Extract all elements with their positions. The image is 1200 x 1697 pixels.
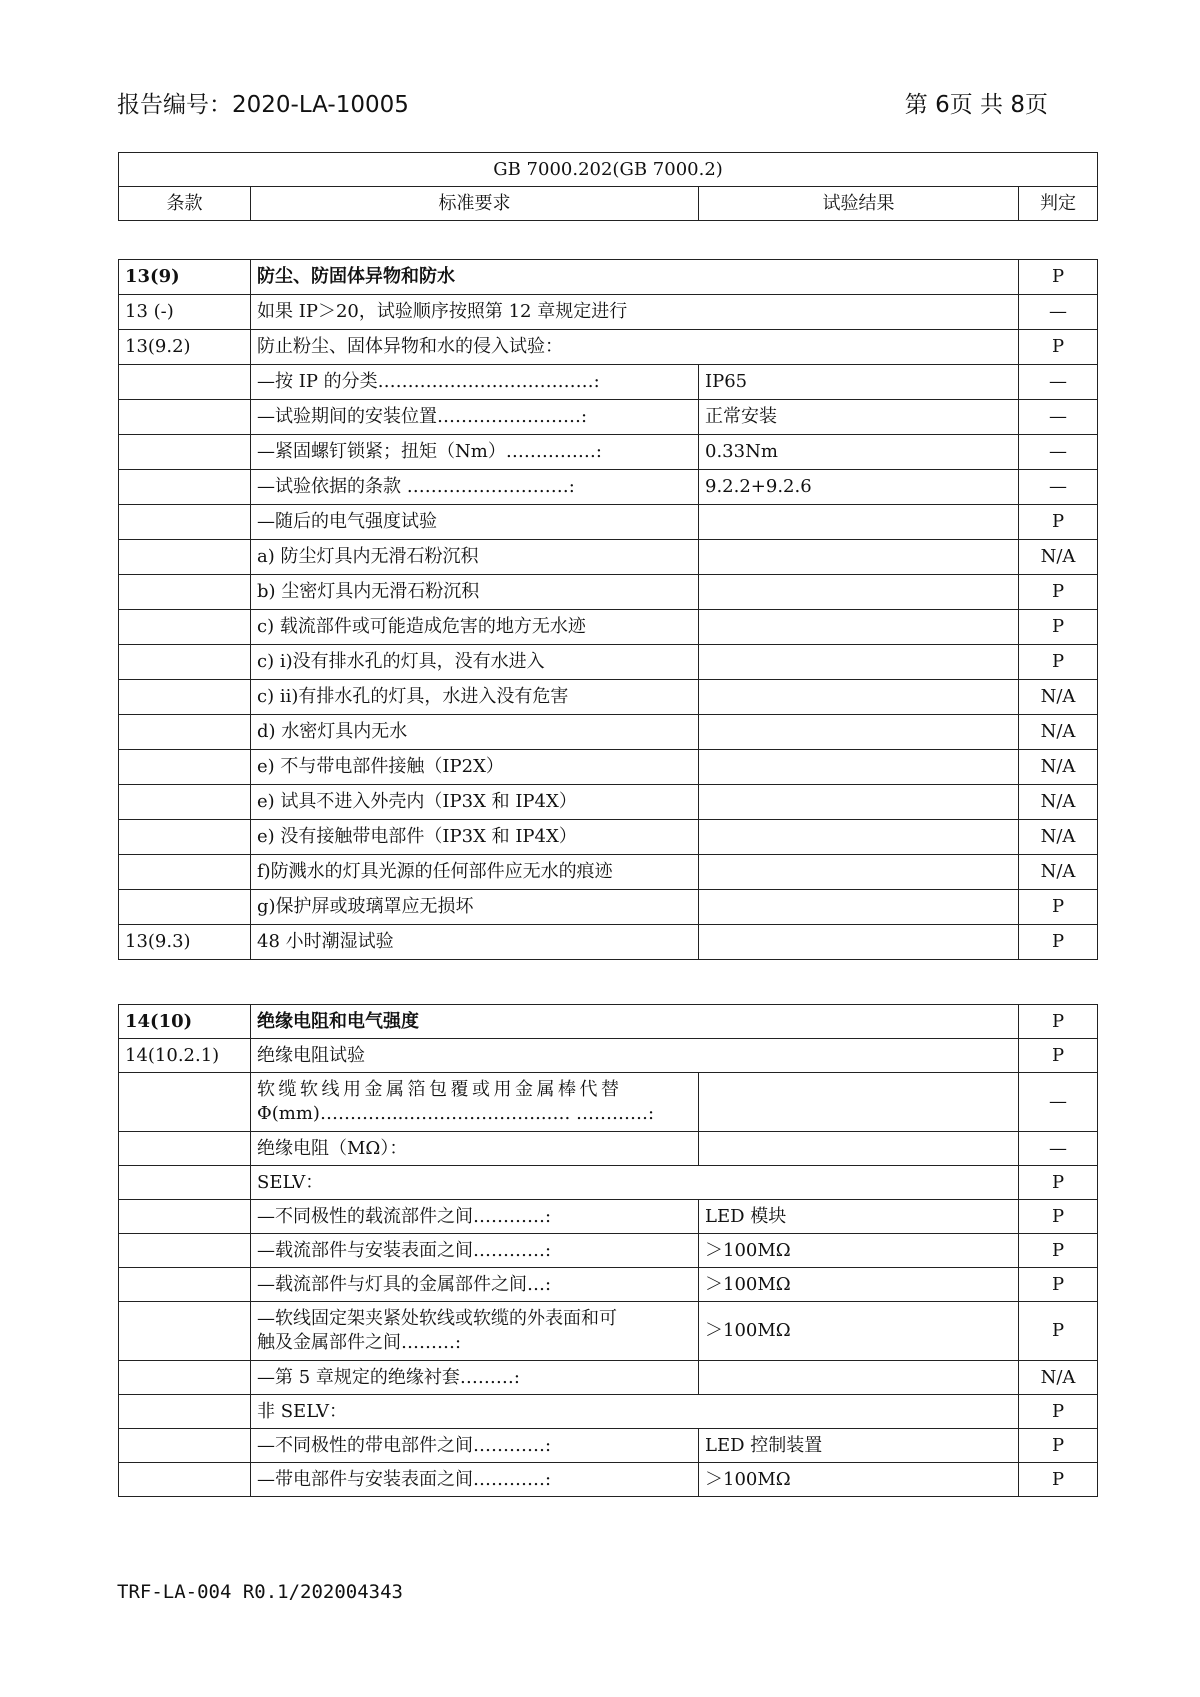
clause-cell [119, 505, 251, 540]
clause-cell [119, 575, 251, 610]
clause-cell [119, 715, 251, 750]
clause-cell [119, 540, 251, 575]
table-row [119, 785, 1098, 820]
verdict-cell: P [1019, 645, 1098, 680]
table-row [119, 750, 1098, 785]
section-title-row [119, 1005, 1098, 1039]
clause-cell [119, 750, 251, 785]
requirement-cell: g)保护屏或玻璃罩应无损坏 [251, 890, 699, 925]
table-row [119, 1429, 1098, 1463]
verdict-cell: P [1019, 575, 1098, 610]
result-cell: 正常安装 [699, 400, 1019, 435]
section-13-table [118, 259, 1098, 960]
requirement-cell: b) 尘密灯具内无滑石粉沉积 [251, 575, 699, 610]
verdict-cell: — [1019, 470, 1098, 505]
requirement-cell: —紧固螺钉锁紧；扭矩（Nm）……………: [251, 435, 699, 470]
result-cell [699, 680, 1019, 715]
verdict-cell: N/A [1019, 1361, 1098, 1395]
table-row [119, 715, 1098, 750]
table-row [119, 470, 1098, 505]
result-cell: LED 控制装置 [699, 1429, 1019, 1463]
table-row [119, 1132, 1098, 1166]
report-header [117, 86, 1048, 126]
verdict-cell: P [1019, 1166, 1098, 1200]
section-14-table [118, 1004, 1098, 1497]
result-cell [699, 540, 1019, 575]
result-cell [699, 925, 1019, 960]
table-row [119, 295, 1098, 330]
result-cell: 0.33Nm [699, 435, 1019, 470]
clause-cell: 13(9.2) [119, 330, 251, 365]
requirement-line-1: 软缆软线用金属箔包覆或用金属棒代替 [257, 1079, 623, 1100]
result-cell [699, 610, 1019, 645]
table-row [119, 680, 1098, 715]
requirement-cell: —不同极性的载流部件之间…………: [251, 1200, 699, 1234]
verdict-cell: N/A [1019, 820, 1098, 855]
result-cell [699, 750, 1019, 785]
clause-cell [119, 365, 251, 400]
table-row [119, 610, 1098, 645]
verdict-cell: P [1019, 610, 1098, 645]
requirement-cell: 如果 IP＞20，试验顺序按照第 12 章规定进行 [251, 295, 1019, 330]
result-cell: LED 模块 [699, 1200, 1019, 1234]
clause-cell [119, 1234, 251, 1268]
clause-cell [119, 470, 251, 505]
result-cell [699, 1361, 1019, 1395]
requirement-cell: f)防溅水的灯具光源的任何部件应无水的痕迹 [251, 855, 699, 890]
requirement-cell: —试验期间的安装位置……………………: [251, 400, 699, 435]
table-row [119, 505, 1098, 540]
verdict-cell: N/A [1019, 540, 1098, 575]
clause-cell [119, 645, 251, 680]
requirement-cell: c) 载流部件或可能造成危害的地方无水迹 [251, 610, 699, 645]
clause-cell [119, 435, 251, 470]
table-row [119, 1302, 1098, 1361]
requirement-cell: e) 不与带电部件接触（IP2X） [251, 750, 699, 785]
table-row [119, 1463, 1098, 1497]
clause-cell [119, 890, 251, 925]
result-cell: IP65 [699, 365, 1019, 400]
requirement-cell: e) 没有接触带电部件（IP3X 和 IP4X） [251, 820, 699, 855]
requirement-cell: c) ⅰ)没有排水孔的灯具，没有水进入 [251, 645, 699, 680]
result-cell: ＞100MΩ [699, 1234, 1019, 1268]
clause-cell [119, 1463, 251, 1497]
result-cell: 9.2.2+9.2.6 [699, 470, 1019, 505]
verdict-cell: — [1019, 1132, 1098, 1166]
section-verdict: P [1019, 1005, 1098, 1039]
clause-cell [119, 1200, 251, 1234]
clause-cell [119, 855, 251, 890]
requirement-cell: —带电部件与安装表面之间…………: [251, 1463, 699, 1497]
verdict-cell: P [1019, 1268, 1098, 1302]
section-clause: 14(10) [119, 1005, 251, 1039]
table-row [119, 1395, 1098, 1429]
result-cell: ＞100MΩ [699, 1268, 1019, 1302]
verdict-cell: P [1019, 1429, 1098, 1463]
result-cell [699, 575, 1019, 610]
result-cell [699, 505, 1019, 540]
requirement-cell: SELV： [251, 1166, 1019, 1200]
section-title-row [119, 260, 1098, 295]
result-cell [699, 715, 1019, 750]
table-row [119, 1166, 1098, 1200]
table-row [119, 575, 1098, 610]
table-row [119, 435, 1098, 470]
requirement-cell: —载流部件与灯具的金属部件之间…: [251, 1268, 699, 1302]
verdict-cell: P [1019, 330, 1098, 365]
verdict-cell: — [1019, 435, 1098, 470]
clause-cell [119, 1361, 251, 1395]
result-cell: ＞100MΩ [699, 1302, 1019, 1361]
verdict-cell: — [1019, 365, 1098, 400]
clause-cell [119, 1132, 251, 1166]
requirement-line-2: 触及金属部件之间………: [257, 1332, 462, 1353]
requirement-cell: 防止粉尘、固体异物和水的侵入试验： [251, 330, 1019, 365]
clause-cell: 13 (-) [119, 295, 251, 330]
requirement-line-1: —软线固定架夹紧处软线或软缆的外表面和可 [257, 1308, 617, 1329]
section-title: 绝缘电阻和电气强度 [251, 1005, 1019, 1039]
requirement-cell [251, 1302, 699, 1361]
table-row [119, 1234, 1098, 1268]
table-row [119, 1200, 1098, 1234]
clause-cell [119, 1268, 251, 1302]
requirement-cell: —载流部件与安装表面之间…………: [251, 1234, 699, 1268]
requirement-cell: —不同极性的带电部件之间…………: [251, 1429, 699, 1463]
table-row [119, 1073, 1098, 1132]
verdict-cell: P [1019, 925, 1098, 960]
verdict-cell: P [1019, 1039, 1098, 1073]
verdict-cell: P [1019, 1395, 1098, 1429]
result-cell [699, 855, 1019, 890]
table-row [119, 540, 1098, 575]
result-cell [699, 1132, 1019, 1166]
table-row [119, 365, 1098, 400]
clause-cell [119, 400, 251, 435]
table-row [119, 400, 1098, 435]
verdict-cell: P [1019, 505, 1098, 540]
table-row [119, 1268, 1098, 1302]
clause-cell: 14(10.2.1) [119, 1039, 251, 1073]
requirement-cell: e) 试具不进入外壳内（IP3X 和 IP4X） [251, 785, 699, 820]
requirement-cell [251, 1073, 699, 1132]
verdict-cell: N/A [1019, 785, 1098, 820]
col-header-result: 试验结果 [699, 187, 1019, 221]
requirement-cell: 绝缘电阻（MΩ）： [251, 1132, 699, 1166]
verdict-cell: — [1019, 295, 1098, 330]
verdict-cell: P [1019, 1463, 1098, 1497]
col-header-clause: 条款 [119, 187, 251, 221]
verdict-cell: P [1019, 890, 1098, 925]
clause-cell [119, 1302, 251, 1361]
section-verdict: P [1019, 260, 1098, 295]
clause-cell [119, 1429, 251, 1463]
verdict-cell: N/A [1019, 680, 1098, 715]
requirement-cell: 非 SELV： [251, 1395, 1019, 1429]
standard-header-table [118, 152, 1098, 221]
section-title: 防尘、防固体异物和防水 [251, 260, 1019, 295]
requirement-cell: d) 水密灯具内无水 [251, 715, 699, 750]
clause-cell [119, 820, 251, 855]
clause-cell [119, 680, 251, 715]
requirement-cell: 48 小时潮湿试验 [251, 925, 699, 960]
result-cell [699, 1073, 1019, 1132]
clause-cell [119, 1395, 251, 1429]
verdict-cell: P [1019, 1200, 1098, 1234]
result-cell [699, 820, 1019, 855]
requirement-cell: c) ⅱ)有排水孔的灯具，水进入没有危害 [251, 680, 699, 715]
col-header-requirement: 标准要求 [251, 187, 699, 221]
verdict-cell: P [1019, 1302, 1098, 1361]
verdict-cell: P [1019, 1234, 1098, 1268]
table-row [119, 855, 1098, 890]
standard-title: GB 7000.202(GB 7000.2) [119, 153, 1098, 187]
requirement-cell: —随后的电气强度试验 [251, 505, 699, 540]
verdict-cell: — [1019, 400, 1098, 435]
verdict-cell: N/A [1019, 855, 1098, 890]
col-header-verdict: 判定 [1019, 187, 1098, 221]
verdict-cell: N/A [1019, 750, 1098, 785]
result-cell [699, 890, 1019, 925]
clause-cell [119, 610, 251, 645]
clause-cell: 13(9.3) [119, 925, 251, 960]
report-number: 报告编号：2020-LA-10005 [117, 92, 409, 118]
result-cell [699, 645, 1019, 680]
requirement-line-2: Φ(mm)…………...…………………..…. …………: [257, 1103, 655, 1124]
table-row [119, 820, 1098, 855]
table-row [119, 645, 1098, 680]
result-cell [699, 785, 1019, 820]
page-indicator: 第 6页 共 8页 [904, 92, 1048, 118]
clause-cell [119, 1166, 251, 1200]
requirement-cell: —第 5 章规定的绝缘衬套………: [251, 1361, 699, 1395]
table-row [119, 890, 1098, 925]
verdict-cell: N/A [1019, 715, 1098, 750]
clause-cell [119, 785, 251, 820]
verdict-cell: — [1019, 1073, 1098, 1132]
requirement-cell: —按 IP 的分类………………………………: [251, 365, 699, 400]
section-clause: 13(9) [119, 260, 251, 295]
clause-cell [119, 1073, 251, 1132]
table-row [119, 1361, 1098, 1395]
table-row [119, 925, 1098, 960]
table-row [119, 330, 1098, 365]
table-row [119, 1039, 1098, 1073]
form-code-footer: TRF-LA-004 R0.1/202004343 [117, 1581, 403, 1603]
requirement-cell: 绝缘电阻试验 [251, 1039, 1019, 1073]
requirement-cell: a) 防尘灯具内无滑石粉沉积 [251, 540, 699, 575]
requirement-cell: —试验依据的条款 ………………………: [251, 470, 699, 505]
result-cell: ＞100MΩ [699, 1463, 1019, 1497]
